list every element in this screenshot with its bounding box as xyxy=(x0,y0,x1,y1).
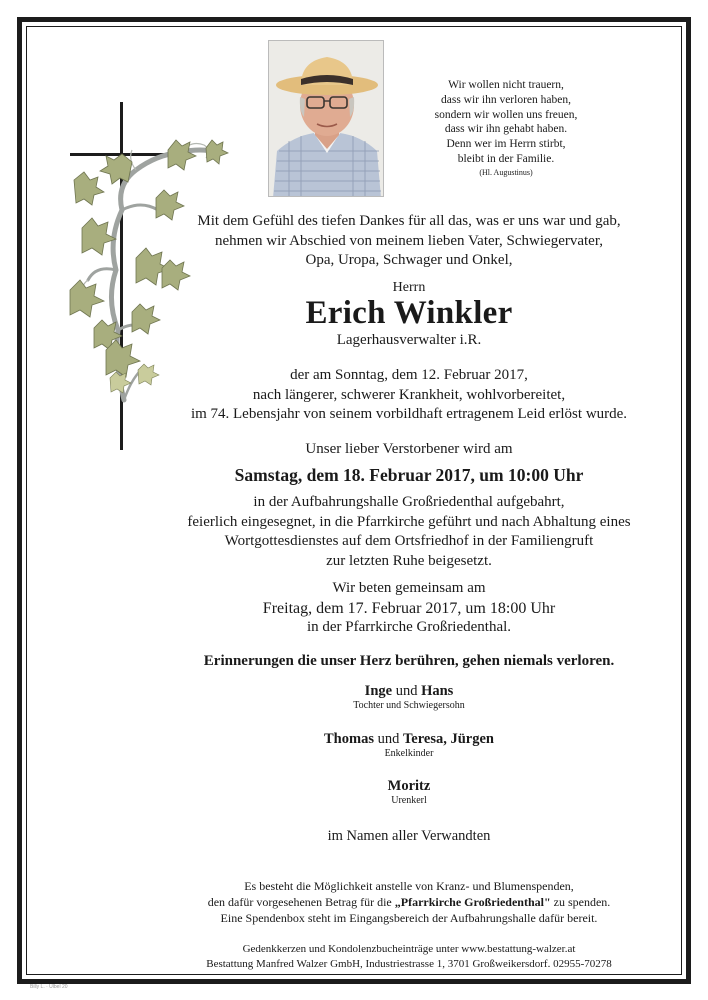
family-relation: Urenkerl xyxy=(391,795,427,806)
memory-quote: Erinnerungen die unser Herz berühren, gehen niemals verloren. xyxy=(203,653,615,669)
prayer-details xyxy=(100,579,708,638)
family-relation: Tochter und Schwiegersohn xyxy=(353,700,465,711)
intro-line: Mit dem Gefühl des tiefen Dankes für all das, was er uns war und gab, xyxy=(197,213,621,229)
family-name: Inge xyxy=(364,683,393,699)
behalf-text: im Namen aller Verwandten xyxy=(327,828,491,844)
print-mark: Billy L. · Ulbel 20 xyxy=(30,984,68,990)
funeral-intro: Unser lieber Verstorbener wird am xyxy=(305,441,513,457)
deceased-name: Erich Winkler xyxy=(305,295,513,331)
donation-line xyxy=(100,894,708,910)
intro-line: Opa, Uropa, Schwager und Onkel, xyxy=(305,252,513,268)
family-group xyxy=(100,730,708,760)
intro-line: nehmen wir Abschied von meinem lieben Vater, Schwiegervater, xyxy=(215,232,603,249)
family-and: und xyxy=(395,683,418,699)
funeral-line: in der Aufbahrungshalle Großriedenthal aufgebahrt, xyxy=(253,494,565,510)
funeral-home-footer xyxy=(100,942,708,971)
funeral-line: Wortgottesdienstes auf dem Ortsfriedhof in der Familiengruft xyxy=(224,533,594,549)
funeral-line: zur letzten Ruhe beigesetzt. xyxy=(326,552,492,569)
footer-line: Gedenkkerzen und Kondolenzbucheinträge unter www.bestattung-walzer.at xyxy=(242,943,576,955)
memorial-quote xyxy=(420,78,592,179)
quote-line: bleibt in der Familie. xyxy=(457,152,555,165)
family-name: Thomas xyxy=(324,731,374,747)
funeral-line: feierlich eingesegnet, in die Pfarrkirche geführt und nach Abhaltung eines xyxy=(187,513,631,530)
death-line: im 74. Lebensjahr von seinem vorbildhaft ertragenem Leid erlöst wurde. xyxy=(190,406,628,422)
donation-notice xyxy=(100,878,708,926)
funeral-details xyxy=(100,493,708,571)
death-line: nach längerer, schwerer Krankheit, wohlvorbereitet, xyxy=(252,386,566,403)
family-group xyxy=(100,682,708,712)
family-and: und xyxy=(377,731,400,747)
quote-line: dass wir ihn gehabt haben. xyxy=(444,123,568,136)
funeral-date: Samstag, dem 18. Februar 2017, um 10:00 Uhr xyxy=(234,465,584,485)
death-line: der am Sonntag, dem 12. Februar 2017, xyxy=(290,367,528,383)
occupation: Lagerhausverwalter i.R. xyxy=(336,332,482,348)
intro-text xyxy=(100,212,708,271)
family-name: Moritz xyxy=(387,778,431,794)
quote-source: (Hl. Augustinus) xyxy=(479,167,533,177)
family-relation: Enkelkinder xyxy=(384,748,434,759)
death-notice xyxy=(100,366,708,425)
quote-line: sondern wir wollen uns freuen, xyxy=(434,108,578,121)
quote-line: Denn wer im Herrn stirbt, xyxy=(446,138,566,151)
quote-line: dass wir ihn verloren haben, xyxy=(441,93,571,106)
deceased-portrait-photo xyxy=(268,40,384,197)
donation-line: Es besteht die Möglichkeit anstelle von Kranz- und Blumenspenden, xyxy=(244,879,574,893)
quote-line: Wir wollen nicht trauern, xyxy=(448,79,564,91)
prayer-line: Wir beten gemeinsam am xyxy=(332,580,486,596)
donation-recipient: „Pfarrkirche Großriedenthal" xyxy=(394,895,551,909)
prayer-date: Freitag, dem 17. Februar 2017, um 18:00 Uhr xyxy=(262,599,556,617)
footer-line: Bestattung Manfred Walzer GmbH, Industriestrasse 1, 3701 Großweikersdorf. 02955-70278 xyxy=(206,957,612,970)
family-group xyxy=(100,777,708,807)
family-name: Hans xyxy=(421,683,454,699)
salutation: Herrn xyxy=(392,280,426,295)
prayer-line: in der Pfarrkirche Großriedenthal. xyxy=(306,619,512,635)
family-name: Teresa, Jürgen xyxy=(402,731,494,747)
donation-text: den dafür vorgesehenen Betrag für die xyxy=(207,895,395,909)
donation-line: Eine Spendenbox steht im Eingangsbereich der Aufbahrungshalle dafür bereit. xyxy=(220,911,598,925)
donation-text: zu spenden. xyxy=(550,895,611,909)
